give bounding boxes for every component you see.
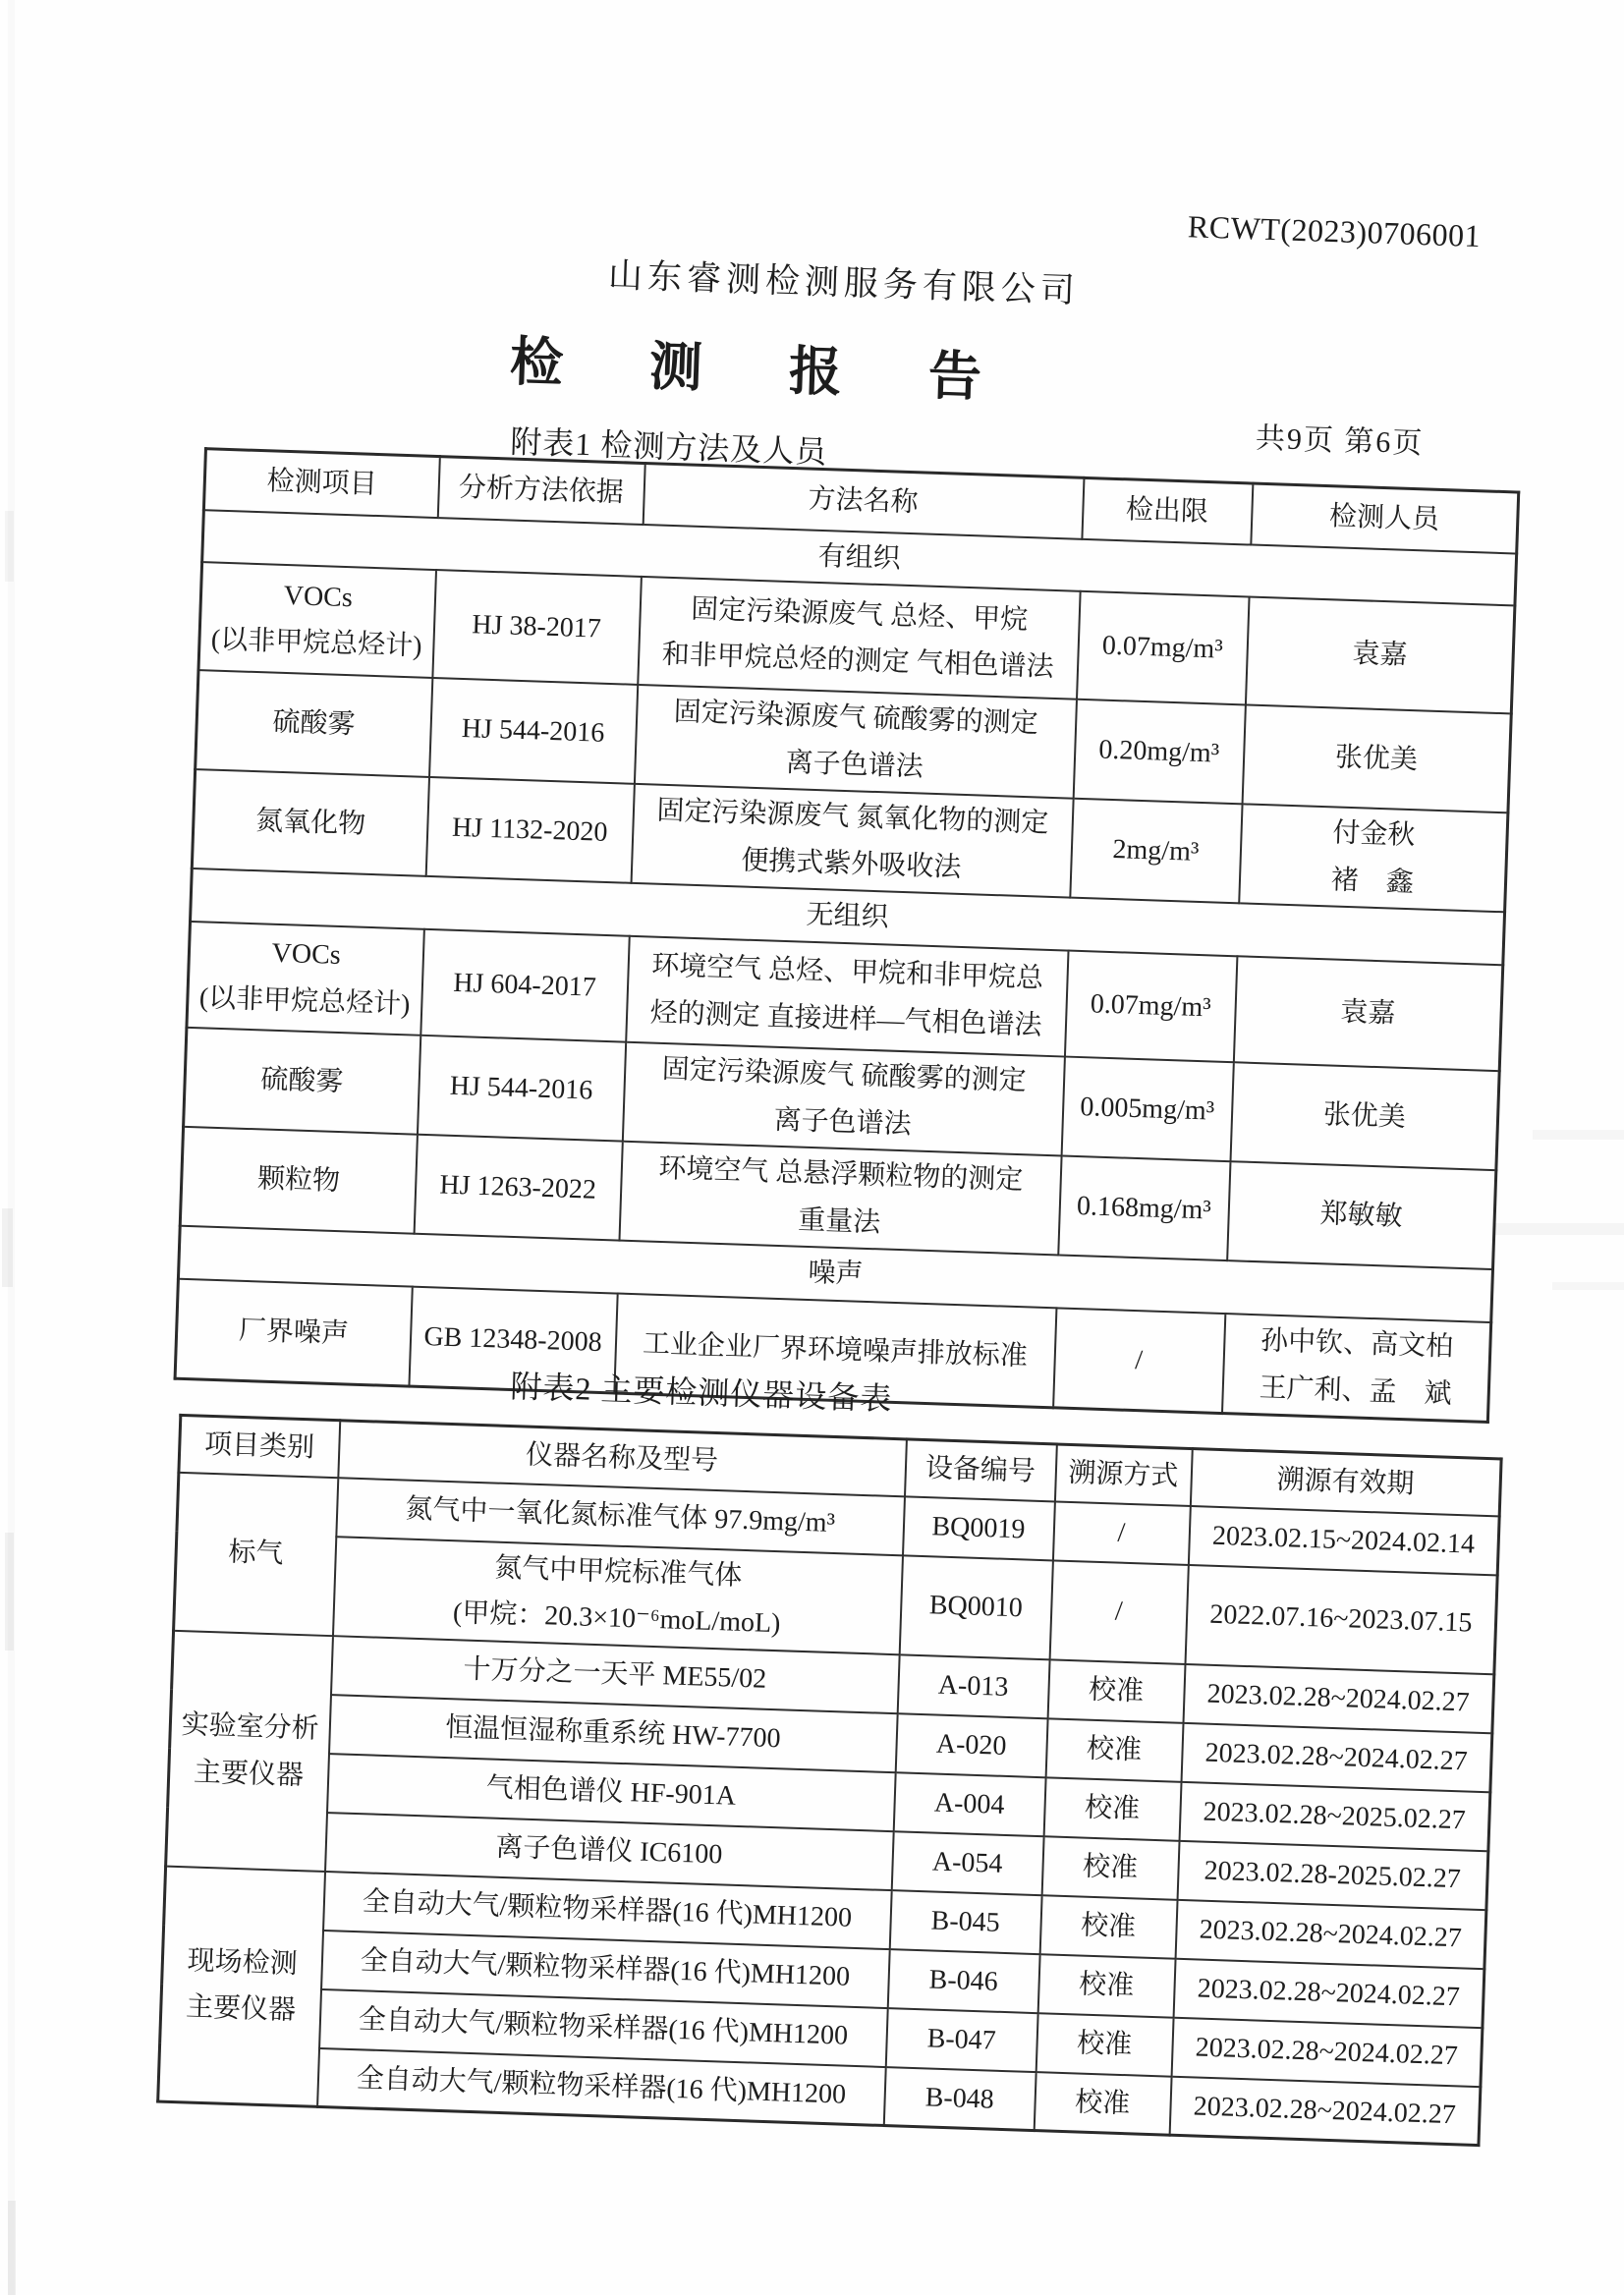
report-number: RCWT(2023)0706001: [1187, 208, 1482, 254]
limit-cell: 0.07mg/m³: [1064, 951, 1236, 1063]
limit-cell: 2mg/m³: [1070, 799, 1242, 904]
basis-cell: HJ 544-2016: [417, 1036, 625, 1142]
limit-cell: 0.07mg/m³: [1077, 591, 1250, 705]
validity-cell: 2023.02.28-2025.02.27: [1177, 1841, 1488, 1910]
instruments-table: [156, 1414, 1503, 2147]
trace-cell: 校准: [1036, 2013, 1173, 2077]
name-cell: 离子色谱仪 IC6100: [325, 1813, 894, 1890]
name-cell: 全自动大气/颗粒物采样器(16 代)MH1200: [319, 1989, 888, 2067]
validity-cell: 2023.02.28~2024.02.27: [1173, 1958, 1484, 2027]
limit-cell: 0.005mg/m³: [1061, 1057, 1233, 1162]
code-cell: B-046: [887, 1949, 1039, 2013]
name-cell: 氮气中一氧化氮标准气体 97.9mg/m³: [336, 1478, 905, 1555]
item-cell: 颗粒物: [180, 1127, 417, 1234]
item-cell: VOCs (以非甲烷总烃计): [198, 562, 436, 678]
person-cell: 孙中钦、高文柏 王广利、孟 斌: [1221, 1314, 1490, 1423]
code-cell: BQ0010: [899, 1555, 1052, 1659]
section-label: 噪声: [178, 1226, 1492, 1322]
column-header: 检测项目: [203, 449, 439, 518]
column-header: 检出限: [1082, 477, 1253, 544]
item-cell: 硫酸雾: [184, 1028, 420, 1135]
validity-cell: 2023.02.28~2024.02.27: [1181, 1723, 1492, 1792]
report-title: 检测报告: [509, 332, 1069, 411]
code-cell: B-048: [883, 2067, 1036, 2131]
column-header: 设备编号: [905, 1439, 1057, 1501]
method-cell: 固定污染源废气 硫酸雾的测定 离子色谱法: [634, 685, 1076, 799]
trace-cell: /: [1052, 1501, 1190, 1565]
name-cell: 恒温恒湿称重系统 HW-7700: [329, 1695, 898, 1772]
trace-cell: 校准: [1039, 1895, 1177, 1959]
trace-cell: 校准: [1045, 1718, 1183, 1782]
column-header: 溯源有效期: [1190, 1449, 1501, 1516]
column-header: 溯源方式: [1054, 1444, 1192, 1506]
name-cell: 十万分之一天平 ME55/02: [330, 1636, 899, 1713]
limit-cell: 0.168mg/m³: [1058, 1156, 1230, 1261]
trace-cell: 校准: [1047, 1659, 1185, 1723]
code-cell: A-020: [895, 1713, 1047, 1777]
person-cell: 张优美: [1242, 705, 1511, 813]
name-cell: 气相色谱仪 HF-901A: [327, 1754, 896, 1831]
person-cell: 张优美: [1230, 1062, 1499, 1170]
column-header: 检测人员: [1251, 483, 1519, 553]
person-cell: 袁嘉: [1245, 597, 1514, 714]
code-cell: A-054: [891, 1831, 1043, 1895]
name-cell: 全自动大气/颗粒物采样器(16 代)MH1200: [323, 1872, 892, 1949]
method-cell: 固定污染源废气 硫酸雾的测定 离子色谱法: [622, 1042, 1064, 1156]
validity-cell: 2022.07.16~2023.07.15: [1185, 1564, 1497, 1674]
column-header: 仪器名称及型号: [338, 1421, 907, 1496]
code-cell: A-013: [897, 1654, 1049, 1718]
item-cell: VOCs (以非甲烷总烃计): [187, 922, 423, 1036]
column-header: 项目类别: [179, 1415, 340, 1477]
name-cell: 氮气中甲烷标准气体 (甲烷：20.3×10⁻⁶moL/moL): [332, 1537, 902, 1654]
person-cell: 郑敏敏: [1227, 1161, 1496, 1269]
page-indicator: 共9页 第6页: [1255, 421, 1425, 461]
basis-cell: HJ 604-2017: [420, 929, 629, 1042]
item-cell: 厂界噪声: [175, 1279, 412, 1387]
item-cell: 氮氧化物: [192, 769, 428, 876]
section-label: 有组织: [202, 510, 1517, 606]
validity-cell: 2023.02.15~2024.02.14: [1188, 1506, 1499, 1575]
trace-cell: 校准: [1037, 1954, 1175, 2018]
code-cell: B-047: [885, 2008, 1037, 2072]
section-label: 无组织: [191, 868, 1505, 965]
group-label-cell: 标气: [174, 1472, 338, 1635]
basis-cell: HJ 1132-2020: [425, 777, 634, 883]
validity-cell: 2023.02.28~2024.02.27: [1183, 1664, 1494, 1733]
basis-cell: GB 12348-2008: [409, 1287, 617, 1394]
basis-cell: HJ 1263-2022: [414, 1135, 622, 1241]
methods-table: [174, 447, 1521, 1424]
method-cell: 环境空气 总悬浮颗粒物的测定 重量法: [619, 1142, 1061, 1256]
validity-cell: 2023.02.28~2024.02.27: [1175, 1899, 1486, 1968]
basis-cell: HJ 544-2016: [429, 678, 638, 784]
basis-cell: HJ 38-2017: [432, 570, 642, 685]
item-cell: 硫酸雾: [196, 670, 432, 777]
limit-cell: /: [1053, 1308, 1225, 1413]
code-cell: BQ0019: [903, 1496, 1055, 1560]
method-cell: 工业企业厂界环境噪声排放标准: [614, 1294, 1056, 1408]
validity-cell: 2023.02.28~2024.02.27: [1171, 2017, 1483, 2086]
method-cell: 环境空气 总烃、甲烷和非甲烷总 烃的测定 直接进样—气相色谱法: [626, 936, 1068, 1057]
trace-cell: /: [1049, 1560, 1188, 1664]
method-cell: 固定污染源废气 总烃、甲烷 和非甲烷总烃的测定 气相色谱法: [638, 577, 1080, 700]
person-cell: 袁嘉: [1233, 956, 1502, 1071]
table1-caption: 附表1 检测方法及人员: [509, 423, 828, 471]
validity-cell: 2023.02.28~2025.02.27: [1179, 1782, 1490, 1851]
trace-cell: 校准: [1034, 2072, 1171, 2136]
method-cell: 固定污染源废气 氮氧化物的测定 便携式紫外吸收法: [631, 784, 1073, 898]
validity-cell: 2023.02.28~2024.02.27: [1169, 2076, 1481, 2145]
person-cell: 付金秋 褚 鑫: [1239, 805, 1508, 913]
group-label-cell: 实验室分析 主要仪器: [166, 1630, 333, 1871]
name-cell: 全自动大气/颗粒物采样器(16 代)MH1200: [321, 1931, 890, 2008]
column-header: 分析方法依据: [437, 457, 644, 525]
code-cell: B-045: [889, 1890, 1041, 1954]
table2-caption: 附表2 主要检测仪器设备表: [509, 1369, 893, 1417]
code-cell: A-004: [893, 1772, 1045, 1836]
trace-cell: 校准: [1043, 1777, 1181, 1841]
name-cell: 全自动大气/颗粒物采样器(16 代)MH1200: [317, 2048, 886, 2126]
column-header: 方法名称: [643, 464, 1084, 539]
group-label-cell: 现场检测 主要仪器: [158, 1866, 325, 2106]
trace-cell: 校准: [1041, 1836, 1179, 1900]
company-name: 山东睿测检测服务有限公司: [607, 255, 1081, 310]
limit-cell: 0.20mg/m³: [1073, 700, 1245, 805]
